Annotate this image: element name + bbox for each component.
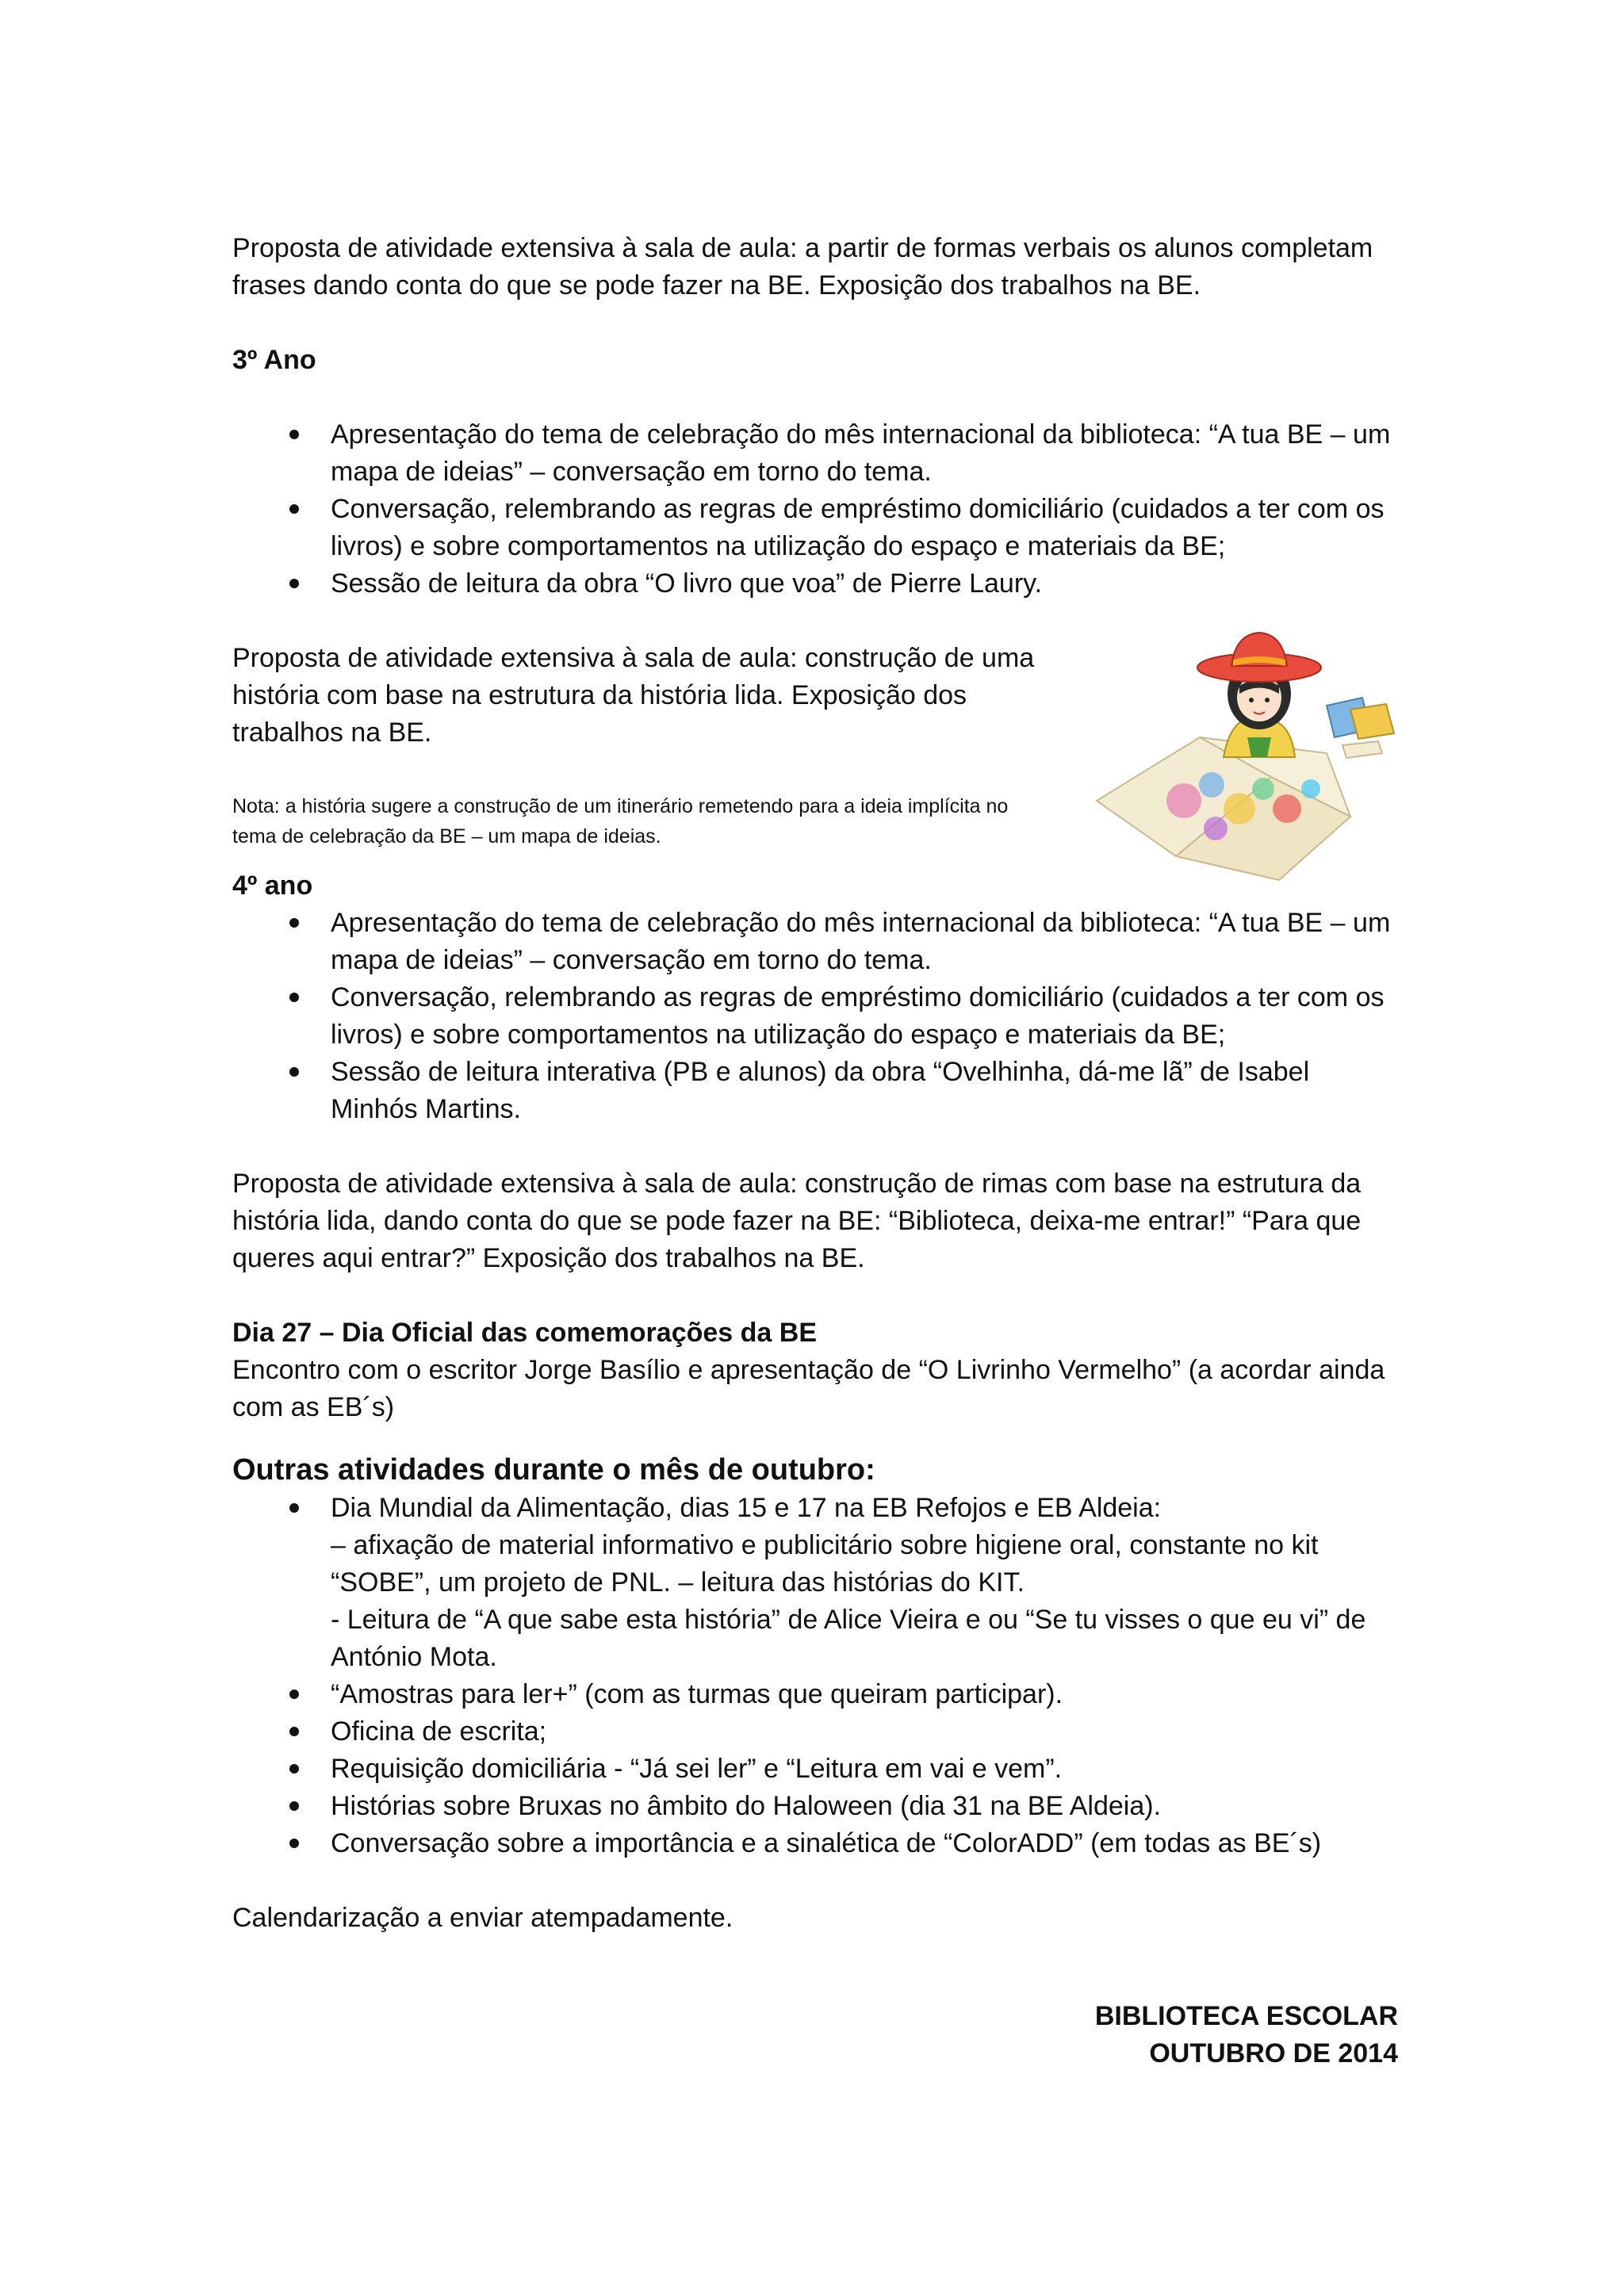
sub-item: - Leitura de “A que sabe esta história” de Alice Vieira e ou “Se tu visses o que eu vi” de António Mota.	[331, 1605, 1366, 1672]
small-book	[1342, 741, 1382, 758]
list-item: Sessão de leitura interativa (PB e alunos) da obra “Ovelhinha, dá-me lã” de Isabel Minhós Martins.	[232, 1054, 1398, 1128]
list-item: Dia Mundial da Alimentação, dias 15 e 17 na EB Refojos e EB Aldeia: – afixação de material informativo e publicitário sobre higiene oral, constante no kit “SOBE”, um projeto de PNL. – leitura das histórias do KIT. - Leitura de “A que sabe esta história” de Alice Vieira e ou “Se tu visses o que eu vi” de António Mota.	[232, 1490, 1398, 1676]
year-4-heading: 4º ano	[232, 871, 313, 901]
other-activities-list	[232, 1490, 1398, 1862]
list-item: Apresentação do tema de celebração do mês internacional da biblioteca: “A tua BE – um mapa de ideias” – conversação em torno do tema.	[232, 416, 1398, 491]
bullet-icon	[289, 1839, 299, 1848]
signature-block	[1095, 1998, 1398, 2072]
day-27-heading: Dia 27 – Dia Oficial das comemorações da BE	[232, 1318, 817, 1348]
small-book	[1350, 704, 1394, 739]
year-4-list	[232, 905, 1398, 1128]
list-item: Sessão de leitura da obra “O livro que voa” de Pierre Laury.	[232, 565, 1398, 603]
list-item: Oficina de escrita;	[232, 1713, 1398, 1751]
bullet-icon	[289, 918, 299, 928]
intro-paragraph: Proposta de atividade extensiva à sala de aula: a partir de formas verbais os alunos completam frases dando conta do que se pode fazer na BE. Exposição dos trabalhos na BE.	[232, 233, 1373, 300]
bullet-icon	[289, 579, 299, 588]
bullet-icon	[289, 1801, 299, 1811]
bullet-icon	[289, 1503, 299, 1513]
bullet-icon	[289, 1764, 299, 1774]
day-27-text: Encontro com o escritor Jorge Basílio e apresentação de “O Livrinho Vermelho” (a acordar ainda com as EB´s)	[232, 1355, 1385, 1422]
list-item: Conversação, relembrando as regras de empréstimo domiciliário (cuidados a ter com os livros) e sobre comportamentos na utilização do espaço e materiais da BE;	[232, 491, 1398, 565]
bullet-icon	[289, 1067, 299, 1077]
year-4-proposal: Proposta de atividade extensiva à sala de aula: construção de rimas com base na estrutura da história lida, dando conta do que se pode fazer na BE: “Biblioteca, deixa-me entrar!” “Para que queres aqui entrar?” Exposição dos trabalhos na BE.	[232, 1169, 1362, 1273]
year-3-list	[232, 416, 1398, 603]
year-3-heading: 3º Ano	[232, 345, 316, 375]
document-page	[232, 230, 1398, 2068]
bullet-icon	[289, 504, 299, 514]
closing-text: Calendarização a enviar atempadamente.	[232, 1903, 733, 1933]
girl-reading-book-illustration	[1089, 618, 1406, 888]
list-item: “Amostras para ler+” (com as turmas que queiram participar).	[232, 1676, 1398, 1713]
list-item: Apresentação do tema de celebração do mês internacional da biblioteca: “A tua BE – um mapa de ideias” – conversação em torno do tema.	[232, 905, 1398, 979]
signature-line: BIBLIOTECA ESCOLAR	[1094, 2001, 1398, 2031]
list-item: Conversação sobre a importância e a sinalética de “ColorADD” (em todas as BE´s)	[232, 1825, 1398, 1862]
bullet-icon	[289, 993, 299, 1002]
bullet-icon	[289, 1689, 299, 1699]
year-3-proposal: Proposta de atividade extensiva à sala de aula: construção de uma história com base na estrutura da história lida. Exposição dos trabalhos na BE.	[232, 643, 1035, 748]
bullet-icon	[289, 1727, 299, 1736]
list-item: Conversação, relembrando as regras de empréstimo domiciliário (cuidados a ter com os livros) e sobre comportamentos na utilização do espaço e materiais da BE;	[232, 979, 1398, 1054]
list-item: Requisição domiciliária - “Já sei ler” e “Leitura em vai e vem”.	[232, 1751, 1398, 1788]
signature-line: OUTUBRO DE 2014	[1149, 2038, 1398, 2068]
bullet-icon	[289, 430, 299, 439]
sub-item: – afixação de material informativo e publicitário sobre higiene oral, constante no kit “SOBE”, um projeto de PNL. – leitura das histórias do KIT.	[331, 1530, 1319, 1598]
year-3-note: Nota: a história sugere a construção de um itinerário remetendo para a ideia implícita no tema de celebração da BE – um mapa de ideias.	[232, 795, 1009, 848]
list-item: Histórias sobre Bruxas no âmbito do Haloween (dia 31 na BE Aldeia).	[232, 1788, 1398, 1825]
other-activities-heading: Outras atividades durante o mês de outubro:	[232, 1453, 875, 1487]
